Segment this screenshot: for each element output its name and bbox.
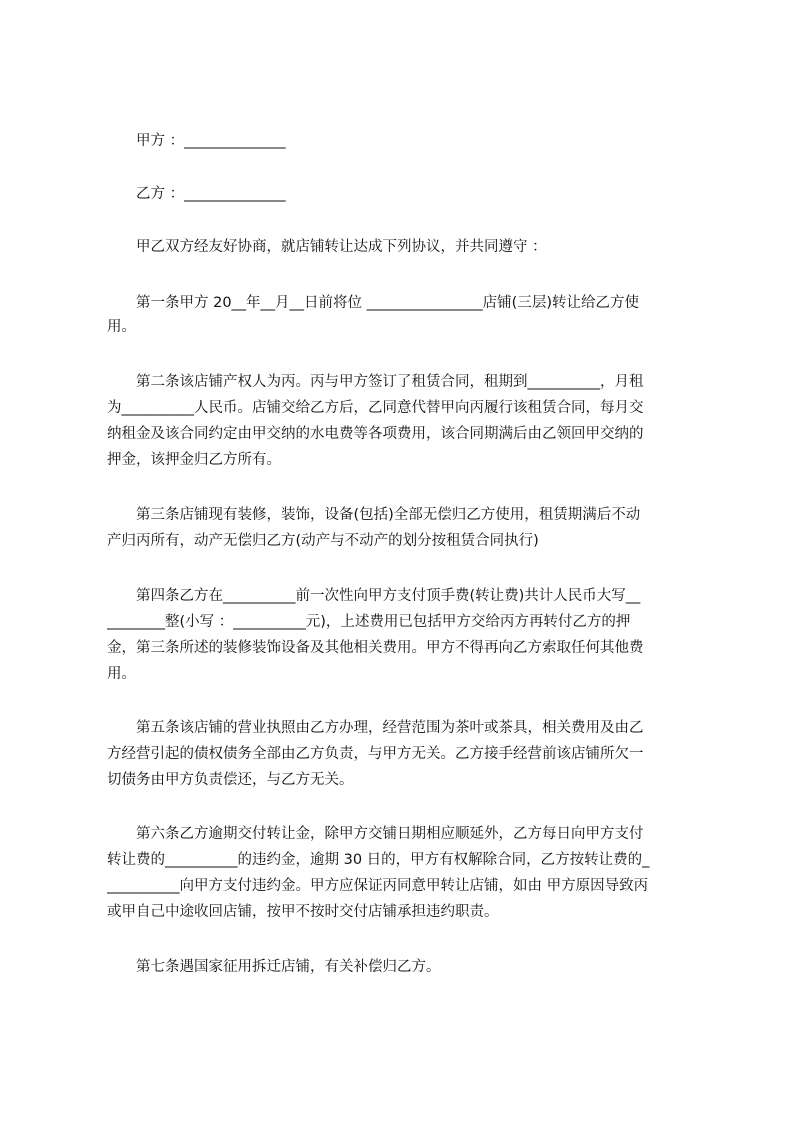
article-4-line-1: 第四条乙方在__________前一次性向甲方支付顶手费(转让费)共计人民币大写__ [107,588,641,604]
article-5-line-3: 切债务由甲方负责偿还，与乙方无关。 [107,772,354,788]
article-2-line-3: 纳租金及该合同约定由甲交纳的水电费等各项费用，该合同期满后由乙领回甲交纳的 [107,426,644,442]
party-b-line: 乙方 ：______________ [107,186,286,202]
article-6-line-2: 转让费的__________的违约金，逾期 30 日的，甲方有权解除合同，乙方按转让费的_ [107,852,650,868]
article-3-line-1: 第三条店铺现有装修，装饰，设备(包括)全部无偿归乙方使用，租赁期满后不动 [107,507,641,523]
article-1-line-1: 第一条甲方 20__年__月__日前将位 ________________店铺(三层)转让给乙方使 [107,295,639,311]
article-6-line-1: 第六条乙方逾期交付转让金，除甲方交铺日期相应顺延外，乙方每日向甲方支付 [107,826,644,842]
article-6-line-3: __________向甲方支付违约金。甲方应保证丙同意甲转让店铺，如由 甲方原因导致丙 [107,878,649,894]
article-4-line-3: 金，第三条所述的装修装饰设备及其他相关费用。甲方不得再向乙方索取任何其他费 [107,640,644,656]
article-3-line-2: 产归丙所有，动产无偿归乙方(动产与不动产的划分按租赁合同执行) [107,533,539,549]
article-5-line-1: 第五条该店铺的营业执照由乙方办理，经营范围为茶叶或茶具，相关费用及由乙 [107,720,644,736]
party-a-line: 甲方 ：______________ [107,133,286,149]
article-7-line-1: 第七条遇国家征用拆迁店铺，有关补偿归乙方。 [107,959,441,975]
article-6-line-4: 或甲自己中途收回店铺，按甲不按时交付店铺承担违约职责。 [107,904,499,920]
article-4-line-2: ________整(小写 ：__________元)，上述费用已包括甲方交给丙方再转付乙方的押 [107,614,631,630]
article-4-line-4: 用。 [107,666,136,682]
article-1-line-2: 用。 [107,319,136,335]
preamble-line: 甲乙双方经友好协商，就店铺转让达成下列协议，并共同遵守 ： [107,239,547,255]
article-2-line-1: 第二条该店铺产权人为丙。丙与甲方签订了租赁合同，租期到__________，月租 [107,374,644,390]
article-2-line-4: 押金，该押金归乙方所有。 [107,452,281,468]
article-2-line-2: 为__________人民币。店铺交给乙方后，乙同意代替甲向丙履行该租赁合同，每月交 [107,400,644,416]
article-5-line-2: 方经营引起的债权债务全部由乙方负责，与甲方无关。乙方接手经营前该店铺所欠一 [107,746,644,762]
